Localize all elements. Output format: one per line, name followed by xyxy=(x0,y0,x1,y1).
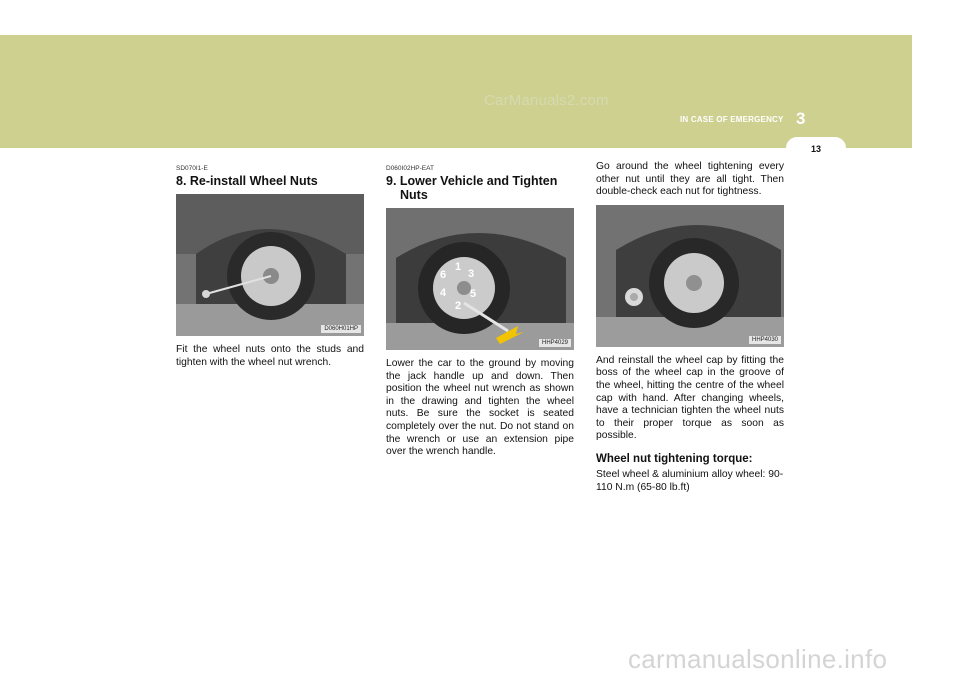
nut-order-2: 2 xyxy=(455,300,462,312)
wheel-cap-illustration xyxy=(596,205,784,347)
section-body: And reinstall the wheel cap by fitting the boss of the wheel cap in the groove of the wheel, hitting the centre of the wheel cap with hand. After changing wheels, have a technician tighten the wheel nuts to their proper torque as soon as possible. xyxy=(596,354,784,442)
section-intro: Go around the wheel tightening every other nut until they are all tight. Then double-check each nut for tightness. xyxy=(596,161,784,198)
chapter-title: IN CASE OF EMERGENCY xyxy=(680,115,784,124)
heading-line-1: 9. Lower Vehicle and Tighten xyxy=(386,174,558,188)
image-code: HHP4030 xyxy=(749,336,781,344)
torque-subheading: Wheel nut tightening torque: xyxy=(596,452,753,465)
nut-order-5: 5 xyxy=(470,288,477,300)
nut-order-3: 3 xyxy=(468,268,475,280)
heading-line-2: Nuts xyxy=(400,188,428,202)
section-lower-vehicle xyxy=(386,165,574,459)
header-band xyxy=(0,35,912,148)
torque-spec: Steel wheel & aluminium alloy wheel: 90-110 N.m (65-80 lb.ft) xyxy=(596,468,784,493)
section-reinstall-nuts xyxy=(176,165,364,369)
section-body: Lower the car to the ground by moving the jack handle up and down. Then position the wheel nut wrench as shown in the drawing and tighten the wheel nuts. Be sure the socket is seated completely over the nut. Do not stand on the wrench or use an extension pipe over the wrench handle. xyxy=(386,358,574,458)
nut-order-6: 6 xyxy=(440,269,447,281)
image-code: HHP4029 xyxy=(539,339,571,347)
section-code: SD070I1-E xyxy=(176,165,208,172)
wheel-tighten-illustration xyxy=(386,208,574,350)
nut-order-4: 4 xyxy=(440,287,447,299)
chapter-number: 3 xyxy=(796,109,806,128)
wheel-nut-install-illustration xyxy=(176,194,364,336)
section-heading: 8. Re-install Wheel Nuts xyxy=(176,174,318,188)
footer-watermark[interactable]: carmanualsonline.info xyxy=(628,644,888,674)
section-body: Fit the wheel nuts onto the studs and tighten with the wheel nut wrench. xyxy=(176,344,364,368)
section-wheel-cap xyxy=(596,161,784,494)
section-code: D060I02HP-EAT xyxy=(386,165,434,172)
site-watermark[interactable]: CarManuals2.com xyxy=(484,92,609,109)
nut-order-1: 1 xyxy=(455,261,462,273)
page-number: 13 xyxy=(786,137,846,159)
section-heading xyxy=(386,174,574,202)
image-code: D060H01HP xyxy=(321,325,361,333)
